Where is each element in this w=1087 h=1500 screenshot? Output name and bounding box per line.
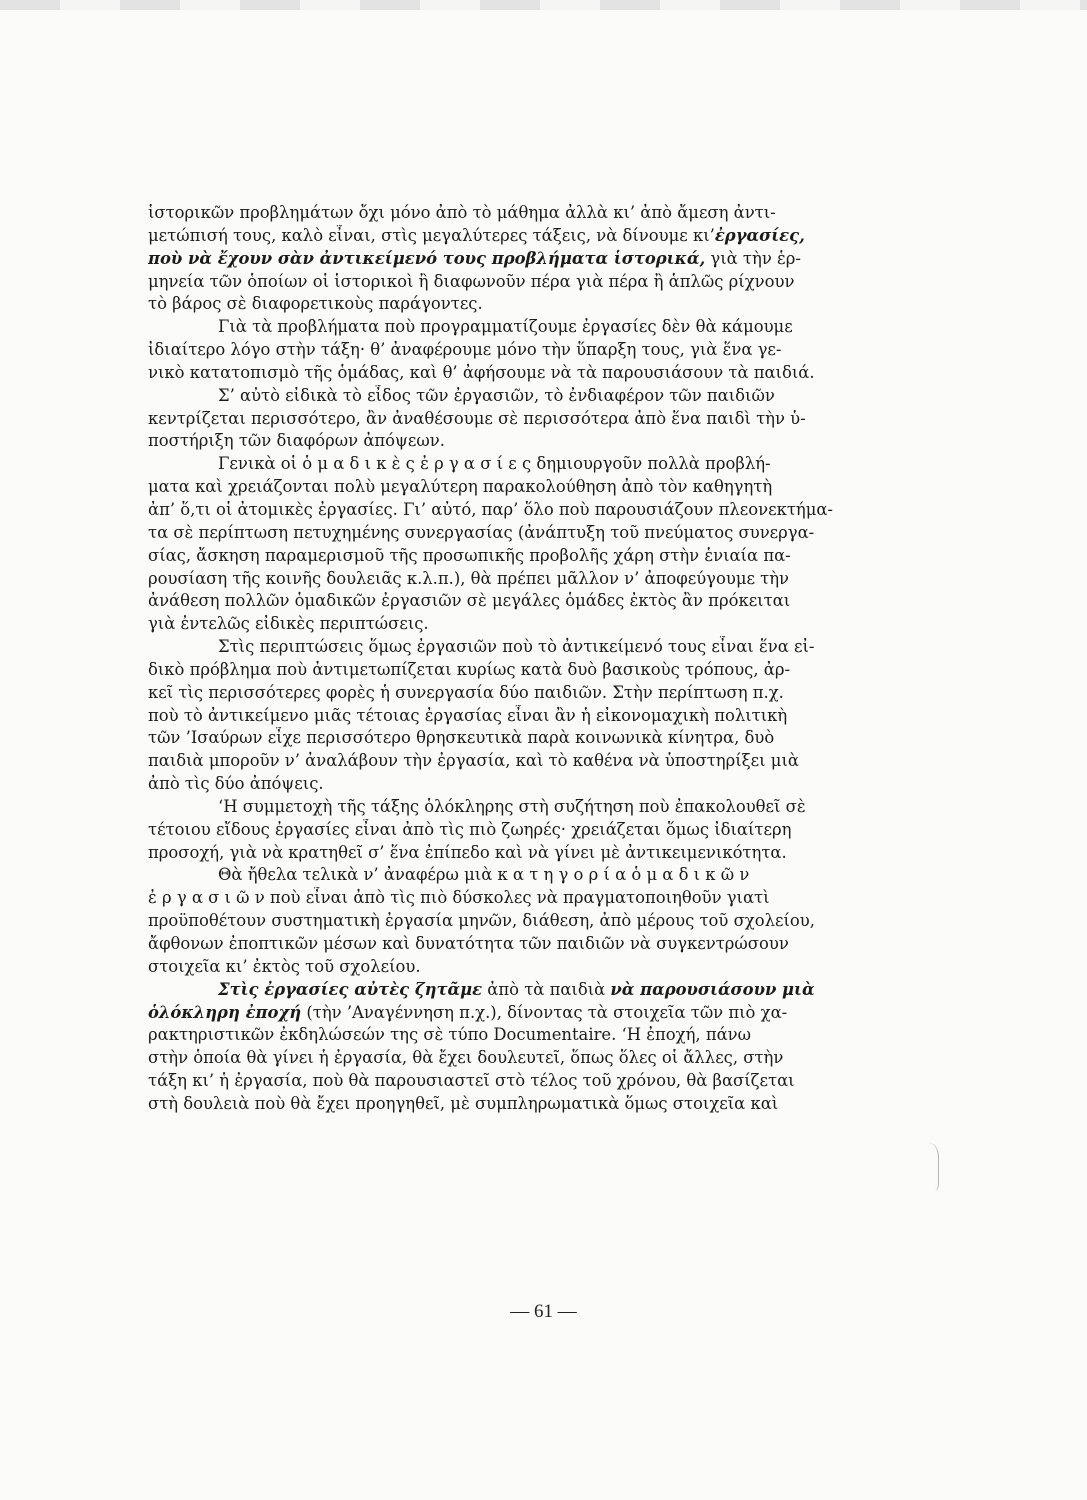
page-top-edge — [0, 0, 1087, 10]
line-text: ἀνάθεση πολλῶν ὁμαδικῶν ἐργασιῶν σὲ μεγάλες ὁμάδες ἐκτὸς ἂν πρόκειται — [148, 591, 791, 611]
line-text: στὴ δουλειὰ ποὺ θὰ ἔχει προηγηθεῖ, μὲ συμπληρωματικὰ ὅμως στοιχεῖα καὶ — [148, 1093, 779, 1113]
text-line — [148, 1047, 878, 1070]
text-line — [148, 864, 878, 887]
text-line — [148, 225, 878, 248]
line-text: προϋποθέτουν συστηματικὴ ἐργασία μηνῶν, διάθεση, ἀπὸ μέρους τοῦ σχολείου, — [148, 911, 815, 931]
line-text: στὴν ὁποία θὰ γίνει ἡ ἐργασία, θὰ ἔχει δουλευτεῖ, ὅπως ὅλες οἱ ἄλλες, στὴν — [148, 1048, 784, 1068]
text-line — [148, 1024, 878, 1047]
line-text: σίας, ἄσκηση παραμερισμοῦ τῆς προσωπικῆς προβολῆς χάρη στὴν ἑνιαία πα- — [148, 545, 791, 565]
text-line — [148, 545, 878, 568]
emphasized-text: ὁλόκληρη ἐποχή — [148, 1002, 302, 1022]
line-text: Θὰ ἤθελα τελικὰ ν’ ἀναφέρω μιὰ κ α τ η γ ο ρ ί α ὁ μ α δ ι κ ῶ ν — [218, 865, 750, 885]
line-text: τῶν ’Ισαύρων εἶχε περισσότερο θρησκευτικὰ παρὰ κοινωνικὰ κίνητρα, δυὸ — [148, 728, 775, 748]
line-text: δικὸ πρόβλημα ποὺ ἀντιμετωπίζεται κυρίως κατὰ δυὸ βασικοὺς τρόπους, ἀρ- — [148, 659, 791, 679]
line-text: Γιὰ τὰ προβλήματα ποὺ προγραμματίζουμε ἐργασίες δὲν θὰ κάμουμε — [218, 317, 793, 337]
text-line — [148, 910, 878, 933]
emphasized-text: Στὶς ἐργασίες αὐτὲς ζητᾶμε — [218, 979, 483, 999]
text-line — [148, 682, 878, 705]
text-line — [148, 727, 878, 750]
line-text: ἀπὸ τὰ παιδιὰ — [482, 979, 611, 999]
margin-bracket-mark — [924, 1143, 939, 1191]
text-line — [148, 271, 878, 294]
line-text: ‘Η συμμετοχὴ τῆς τάξης ὁλόκληρης στὴ συζήτηση ποὺ ἐπακολουθεῖ σὲ — [218, 796, 806, 816]
text-line — [148, 362, 878, 385]
text-line — [148, 248, 878, 271]
line-text: ματα καὶ χρειάζονται πολὺ μεγαλύτερη παρακολούθηση ἀπὸ τὸν καθηγητὴ — [148, 477, 773, 497]
line-text: προσοχή, γιὰ νὰ κρατηθεῖ σ’ ἕνα ἐπίπεδο καὶ νὰ γίνει μὲ ἀντικειμενικότητα. — [148, 842, 787, 862]
text-line — [148, 636, 878, 659]
line-text: ποστήριξη τῶν διαφόρων ἀπόψεων. — [148, 431, 445, 451]
line-text: (τὴν ’Αναγέννηση π.χ.), δίνοντας τὰ στοιχεῖα τῶν πιὸ χα- — [301, 1002, 788, 1022]
line-text: γιὰ ἐντελῶς εἰδικὲς περιπτώσεις. — [148, 614, 429, 634]
text-line — [148, 590, 878, 613]
text-line — [148, 522, 878, 545]
emphasized-text: ποὺ νὰ ἔχουν σὰν ἀντικείμενό τους προβλήματα ἱστορικά, — [148, 248, 706, 268]
text-line — [148, 476, 878, 499]
text-line — [148, 819, 878, 842]
text-line — [148, 408, 878, 431]
text-line — [148, 568, 878, 591]
line-text: στοιχεῖα κι’ ἐκτὸς τοῦ σχολείου. — [148, 956, 421, 976]
text-line — [148, 385, 878, 408]
text-line — [148, 842, 878, 865]
line-text: Γενικὰ οἱ ὁ μ α δ ι κ ὲ ς ἐ ρ γ α σ ί ε ς δημιουργοῦν πολλὰ προβλή- — [218, 454, 771, 474]
line-text: κεντρίζεται περισσότερο, ἂν ἀναθέσουμε σὲ περισσότερα ἀπὸ ἕνα παιδὶ τὴν ὑ- — [148, 408, 806, 428]
line-text: τέτοιου εἴδους ἐργασίες εἶναι ἀπὸ τὶς πιὸ ζωηρές· χρειάζεται ὅμως ἰδιαίτερη — [148, 819, 792, 839]
text-line — [148, 430, 878, 453]
line-text: νικὸ κατατοπισμὸ τῆς ὁμάδας, καὶ θ’ ἀφήσουμε νὰ τὰ παρουσιάσουν τὰ παιδιά. — [148, 362, 815, 382]
text-line — [148, 293, 878, 316]
text-line — [148, 796, 878, 819]
text-line — [148, 453, 878, 476]
line-text: τα σὲ περίπτωση πετυχημένης συνεργασίας (ἀνάπτυξη τοῦ πνεύματος συνεργα- — [148, 522, 815, 542]
line-text: ἰδιαίτερο λόγο στὴν τάξη· θ’ ἀναφέρουμε μόνο τὴν ὕπαρξη τους, γιὰ ἕνα γε- — [148, 340, 782, 360]
line-text: ἀπ’ ὅ,τι οἱ ἀτομικὲς ἐργασίες. Γι’ αὐτό, παρ’ ὅλο ποὺ παρουσιάζουν πλεονεκτήμα- — [148, 499, 833, 519]
emphasized-text: ἐργασίες, — [714, 225, 805, 245]
text-line — [148, 339, 878, 362]
page-number: — 61 — — [510, 1301, 577, 1322]
line-text: ἀπὸ τὶς δύο ἀπόψεις. — [148, 774, 324, 794]
text-line — [148, 956, 878, 979]
line-text: μετώπισή τους, καλὸ εἶναι, στὶς μεγαλύτερες τάξεις, νὰ δίνουμε κι’ — [148, 225, 715, 245]
text-line — [148, 1070, 878, 1093]
body-text — [148, 202, 878, 1116]
text-line — [148, 202, 878, 225]
line-text: Σ’ αὐτὸ εἰδικὰ τὸ εἶδος τῶν ἐργασιῶν, τὸ ἐνδιαφέρον τῶν παιδιῶν — [218, 385, 775, 405]
text-line — [148, 705, 878, 728]
text-line — [148, 1002, 878, 1025]
text-line — [148, 773, 878, 796]
text-line — [148, 933, 878, 956]
line-text: κεῖ τὶς περισσότερες φορὲς ἡ συνεργασία δύο παιδιῶν. Στὴν περίπτωση π.χ. — [148, 682, 784, 702]
line-text: μηνεία τῶν ὁποίων οἱ ἱστορικοὶ ἢ διαφωνοῦν πέρα γιὰ πέρα ἢ ἁπλῶς ρίχνουν — [148, 271, 795, 291]
line-text: τὸ βάρος σὲ διαφορετικοὺς παράγοντες. — [148, 294, 483, 314]
text-line — [148, 499, 878, 522]
text-line — [148, 979, 878, 1002]
line-text: ποὺ τὸ ἀντικείμενο μιᾶς τέτοιας ἐργασίας εἶναι ἂν ἡ εἰκονομαχικὴ πολιτικὴ — [148, 705, 788, 725]
line-text: τάξη κι’ ἡ ἐργασία, ποὺ θὰ παρουσιαστεῖ στὸ τέλος τοῦ χρόνου, θὰ βασίζεται — [148, 1071, 795, 1091]
line-text: παιδιὰ μποροῦν ν’ ἀναλάβουν τὴν ἐργασία, καὶ τὸ καθένα νὰ ὑποστηρίξει μιὰ — [148, 751, 799, 771]
text-line — [148, 613, 878, 636]
text-line — [148, 750, 878, 773]
line-text: ἱστορικῶν προβλημάτων ὄχι μόνο ἀπὸ τὸ μάθημα ἀλλὰ κι’ ἀπὸ ἄμεση ἀντι- — [148, 203, 776, 222]
line-text: γιὰ τὴν ἑρ- — [705, 248, 801, 268]
line-text: ἄφθονων ἐποπτικῶν μέσων καὶ δυνατότητα τῶν παιδιῶν νὰ συγκεντρώσουν — [148, 934, 789, 953]
text-line — [148, 1093, 878, 1116]
line-text: ἐ ρ γ α σ ι ῶ ν ποὺ εἶναι ἀπὸ τὶς πιὸ δύσκολες νὰ πραγματοποιηθοῦν γιατὶ — [148, 888, 770, 908]
line-text: Στὶς περιπτώσεις ὅμως ἐργασιῶν ποὺ τὸ ἀντικείμενό τους εἶναι ἕνα εἰ- — [218, 637, 815, 657]
text-line — [148, 316, 878, 339]
line-text: ρουσίαση τῆς κοινῆς δουλειᾶς κ.λ.π.), θὰ πρέπει μᾶλλον ν’ ἀποφεύγουμε τὴν — [148, 568, 790, 588]
text-line — [148, 659, 878, 682]
text-line — [148, 887, 878, 910]
line-text: ρακτηριστικῶν ἐκδηλώσεών της σὲ τύπο Documentaire. ‘Η ἐποχή, πάνω — [148, 1025, 752, 1045]
emphasized-text: νὰ παρουσιάσουν μιὰ — [610, 979, 815, 999]
